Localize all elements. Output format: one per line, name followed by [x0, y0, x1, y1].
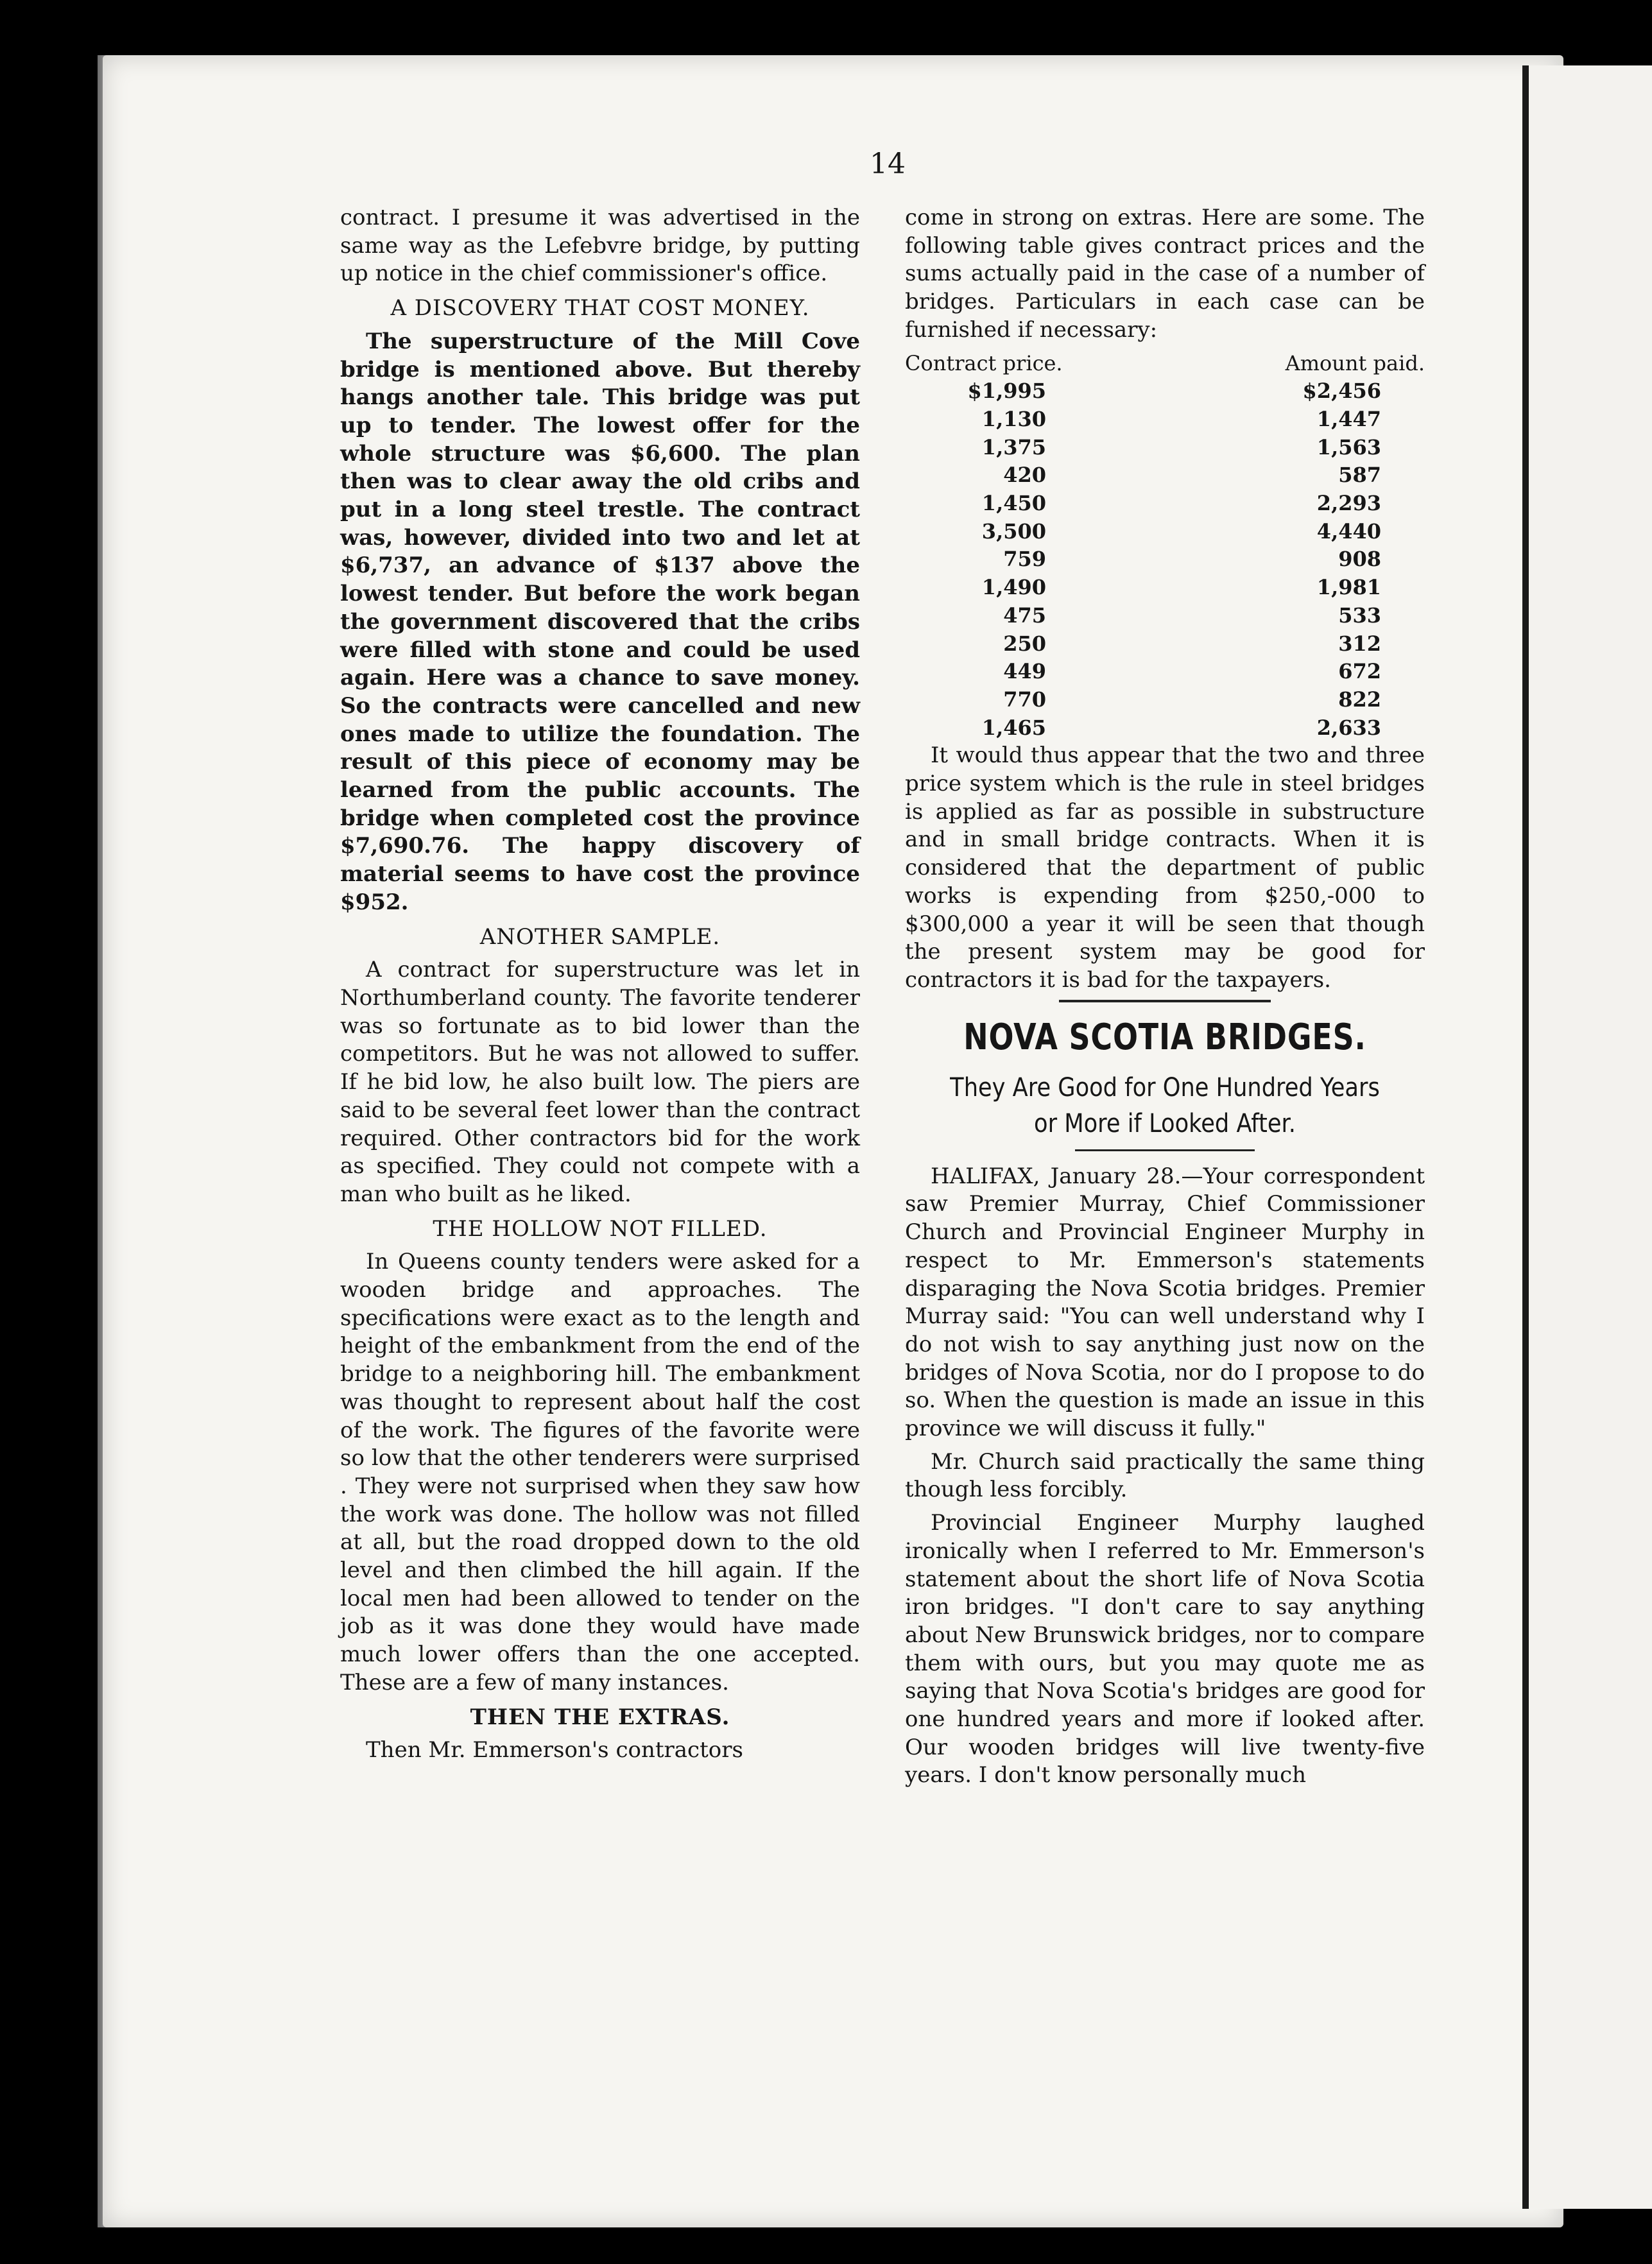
- contract-price-cell: 250: [1003, 631, 1046, 656]
- table-row: [905, 490, 1425, 518]
- table-row: [905, 434, 1425, 462]
- contract-price-cell: 1,490: [981, 575, 1046, 600]
- paragraph: contract. I presume it was advertised in the same way as the Lefebvre bridge, by putting up notice in the chief commissioner's office.: [340, 205, 860, 287]
- section-heading: THEN THE EXTRAS.: [470, 1704, 730, 1730]
- section-heading: THE HOLLOW NOT FILLED.: [433, 1215, 768, 1242]
- divider: [1075, 1149, 1255, 1151]
- contract-price-cell: 770: [1003, 687, 1046, 712]
- amount-paid-cell: 822: [1338, 687, 1381, 712]
- price-table: [905, 350, 1425, 742]
- contract-price-cell: 3,500: [981, 519, 1046, 544]
- paragraph: Provincial Engineer Murphy laughed ironically when I referred to Mr. Emmerson's statement about the short life of Nova Scotia iron bridges. "I don't care to say anything about New Brunswick bridges, nor to compare them with ours, but you may quote me as saying that Nova Scotia's bridges are good for one hundred years and more if looked after. Our wooden bridges will live twenty-five years. I don't know personally much: [905, 1510, 1425, 1788]
- column-header-contract-price: Contract price.: [905, 350, 1063, 375]
- table-row: [905, 602, 1425, 630]
- contract-price-cell: $1,995: [967, 379, 1046, 404]
- amount-paid-cell: 1,447: [1316, 406, 1381, 431]
- paragraph: Then Mr. Emmerson's contractors: [366, 1737, 743, 1763]
- paragraph: Mr. Church said practically the same thing though less forcibly.: [905, 1448, 1425, 1503]
- amount-paid-cell: 672: [1338, 659, 1381, 684]
- amount-paid-cell: 312: [1338, 631, 1381, 656]
- table-row: [905, 518, 1425, 546]
- amount-paid-cell: 2,633: [1316, 715, 1381, 740]
- article-subheadline: They Are Good for One Hundred Years or More if Looked After.: [950, 1072, 1380, 1138]
- contract-price-cell: 759: [1003, 547, 1046, 572]
- table-row: [905, 406, 1425, 434]
- paragraph: It would thus appear that the two and three price system which is the rule in steel bridges is applied as far as possible in substructure and in small bridge contracts. When it is considered that the department of public works is expending from $250,-000 to $300,000 a year it will be seen that though the present system may be good for contractors it is bad for the taxpayers.: [905, 742, 1425, 993]
- table-header: [905, 350, 1425, 378]
- section-heading: A DISCOVERY THAT COST MONEY.: [390, 295, 810, 322]
- amount-paid-cell: 2,293: [1316, 491, 1381, 516]
- amount-paid-cell: $2,456: [1302, 379, 1381, 404]
- amount-paid-cell: 1,981: [1316, 575, 1381, 600]
- table-row: [905, 686, 1425, 714]
- page-number: 14: [870, 148, 906, 180]
- table-body: [905, 377, 1425, 742]
- paragraph: HALIFAX, January 28.—Your correspondent saw Premier Murray, Chief Commissioner Church and Provincial Engineer Murphy in respect to Mr. Emmerson's statements disparaging the Nova Scotia bridges. Premier Murray said: "You can well understand why I do not wish to say anything just now on the bridges of Nova Scotia, nor do I propose to do so. When the question is made an issue in this province we will discuss it fully.": [905, 1163, 1425, 1442]
- table-row: [905, 461, 1425, 490]
- paragraph: The superstructure of the Mill Cove bridge is mentioned above. But thereby hangs another tale. This bridge was put up to tender. The lowest offer for the whole structure was $6,600. The plan then was to clear away the old cribs and put in a long steel trestle. The contract was, however, divided into two and let at $6,737, an advance of $137 above the lowest tender. But before the work began the government discovered that the cribs were filled with stone and could be used again. Here was a chance to save money. So the contracts were cancelled and new ones made to utilize the foundation. The result of this piece of economy may be learned from the public accounts. The bridge when completed cost the province $7,690.76. The happy discovery of material seems to have cost the province $952.: [340, 328, 860, 915]
- amount-paid-cell: 4,440: [1316, 519, 1381, 544]
- amount-paid-cell: 908: [1338, 547, 1381, 572]
- contract-price-cell: 449: [1003, 659, 1046, 684]
- paragraph: come in strong on extras. Here are some. The following table gives contract prices and the sums actually paid in the case of a number of bridges. Particulars in each case can be furnished if necessary:: [905, 205, 1425, 343]
- table-row: [905, 545, 1425, 574]
- amount-paid-cell: 1,563: [1316, 434, 1381, 459]
- table-row: [905, 630, 1425, 658]
- contract-price-cell: 1,375: [981, 434, 1046, 459]
- contract-price-cell: 1,450: [981, 491, 1046, 516]
- contract-price-cell: 475: [1003, 603, 1046, 628]
- contract-price-cell: 1,465: [981, 715, 1046, 740]
- column-header-amount-paid: Amount paid.: [1285, 350, 1425, 375]
- contract-price-cell: 1,130: [981, 406, 1046, 431]
- right-column: [905, 204, 1425, 1795]
- table-row: [905, 658, 1425, 686]
- paragraph: A contract for superstructure was let in Northumberland county. The favorite tenderer was so fortunate as to bid lower than the competitors. But he was not allowed to suffer. If he bid low, he also built low. The piers are said to be several feet lower than the contract required. Other contractors bid for the work as specified. They could not compete with a man who built as he liked.: [340, 957, 860, 1207]
- amount-paid-cell: 587: [1338, 463, 1381, 488]
- table-row: [905, 377, 1425, 406]
- left-column: [340, 204, 860, 1770]
- section-heading: ANOTHER SAMPLE.: [479, 923, 721, 950]
- contract-price-cell: 420: [1003, 463, 1046, 488]
- adjacent-page-edge: [1522, 65, 1652, 2209]
- amount-paid-cell: 533: [1338, 603, 1381, 628]
- article-headline: NOVA SCOTIA BRIDGES.: [963, 1016, 1366, 1058]
- table-row: [905, 574, 1425, 602]
- paragraph: In Queens county tenders were asked for a wooden bridge and approaches. The specifications were exact as to the length and height of the embankment from the end of the bridge to a neighboring hill. The embankment was thought to represent about half the cost of the work. The figures of the favorite were so low that the other tenderers were surprised . They were not surprised when they saw how the work was done. The hollow was not filled at all, but the road dropped down to the old level and then climbed the hill again. If the local men had been allowed to tender on the job as it was done they would have made much lower offers than the one accepted. These are a few of many instances.: [340, 1249, 860, 1695]
- divider: [1059, 1000, 1271, 1002]
- table-row: [905, 714, 1425, 742]
